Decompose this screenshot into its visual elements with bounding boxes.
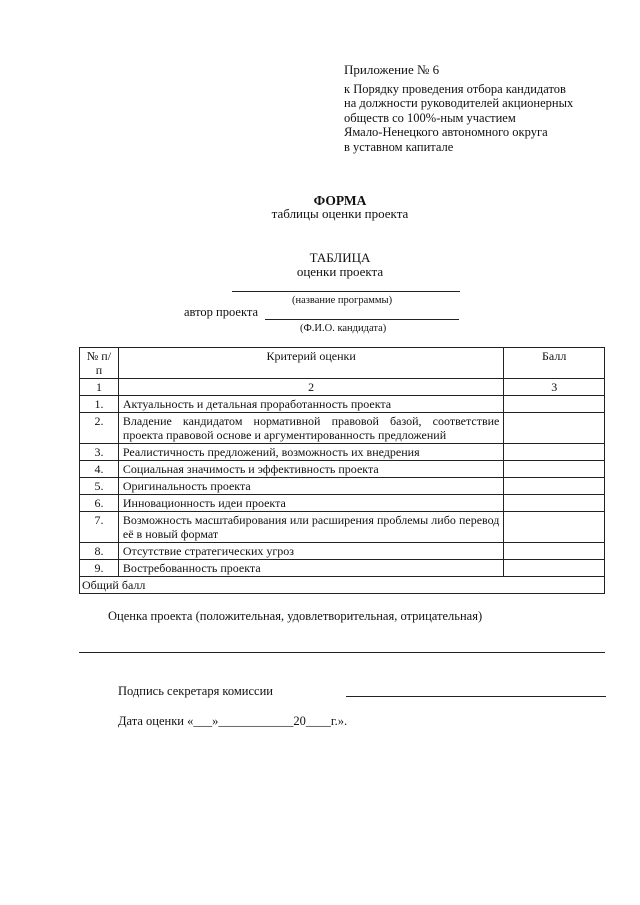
appendix-title: Приложение № 6 — [344, 62, 440, 77]
row-score-cell[interactable] — [504, 512, 605, 543]
row-num: 3. — [80, 444, 119, 461]
header-criterion: Критерий оценки — [118, 348, 503, 379]
row-score-cell[interactable] — [504, 478, 605, 495]
assessment-line[interactable] — [79, 652, 605, 653]
row-score-cell[interactable] — [504, 560, 605, 577]
appendix-line: на должности руководителей акционерных — [344, 96, 574, 111]
table-row — [80, 512, 605, 543]
row-num: 8. — [80, 543, 119, 560]
table-row — [80, 396, 605, 413]
signature-label: Подпись секретаря комиссии — [118, 684, 273, 698]
appendix-line: в уставном капитале — [344, 139, 454, 154]
column-number: 3 — [504, 379, 605, 396]
form-subtitle: таблицы оценки проекта — [271, 206, 409, 221]
table-row — [80, 444, 605, 461]
row-criterion: Возможность масштабирования или расширения проблемы либо перевод её в новый формат — [118, 512, 503, 543]
row-criterion: Востребованность проекта — [118, 560, 503, 577]
row-num: 6. — [80, 495, 119, 512]
row-num: 5. — [80, 478, 119, 495]
appendix-line: Ямало-Ненецкого автономного округа — [344, 125, 548, 140]
signature-line[interactable] — [346, 696, 606, 697]
row-criterion: Реалистичность предложений, возможность их внедрения — [118, 444, 503, 461]
table-row — [80, 543, 605, 560]
header-num: № п/п — [80, 348, 119, 379]
assessment-label: Оценка проекта (положительная, удовлетворительная, отрицательная) — [108, 609, 483, 623]
row-score-cell[interactable] — [504, 543, 605, 560]
row-num: 1. — [80, 396, 119, 413]
author-label: автор проекта — [184, 305, 259, 319]
row-score-cell[interactable] — [504, 413, 605, 444]
table-title: ТАБЛИЦА — [309, 250, 371, 265]
author-caption: (Ф.И.О. кандидата) — [300, 323, 387, 334]
appendix-line: обществ со 100%-ным участием — [344, 110, 516, 125]
table-row — [80, 478, 605, 495]
row-score-cell[interactable] — [504, 495, 605, 512]
table-row — [80, 560, 605, 577]
author-line — [265, 319, 459, 320]
total-row — [80, 577, 605, 594]
row-score-cell[interactable] — [504, 396, 605, 413]
table-row — [80, 495, 605, 512]
column-number: 2 — [118, 379, 503, 396]
column-number-row — [80, 379, 605, 396]
appendix-line: к Порядку проведения отбора кандидатов — [344, 81, 566, 96]
row-score-cell[interactable] — [504, 444, 605, 461]
criteria-table — [79, 347, 605, 594]
date-label: Дата оценки «___»____________20____г.». — [118, 714, 348, 728]
program-name-line — [232, 291, 460, 292]
row-criterion: Актуальность и детальная проработанность проекта — [118, 396, 503, 413]
row-num: 7. — [80, 512, 119, 543]
row-criterion: Оригинальность проекта — [118, 478, 503, 495]
row-num: 2. — [80, 413, 119, 444]
row-criterion: Отсутствие стратегических угроз — [118, 543, 503, 560]
header-score: Балл — [504, 348, 605, 379]
table-header-row — [80, 348, 605, 379]
table-row — [80, 461, 605, 478]
row-criterion: Социальная значимость и эффективность проекта — [118, 461, 503, 478]
table-subtitle: оценки проекта — [296, 264, 384, 279]
appendix-block — [344, 63, 634, 155]
total-label: Общий балл — [80, 577, 605, 594]
form-title: ФОРМА — [313, 193, 367, 208]
row-criterion: Инновационность идеи проекта — [118, 495, 503, 512]
row-score-cell[interactable] — [504, 461, 605, 478]
row-num: 4. — [80, 461, 119, 478]
column-number: 1 — [80, 379, 119, 396]
program-caption: (название программы) — [292, 295, 393, 306]
table-row — [80, 413, 605, 444]
row-num: 9. — [80, 560, 119, 577]
row-criterion: Владение кандидатом нормативной правовой базой, соответствие проекта правовой основе и аргументированность предложений — [118, 413, 503, 444]
